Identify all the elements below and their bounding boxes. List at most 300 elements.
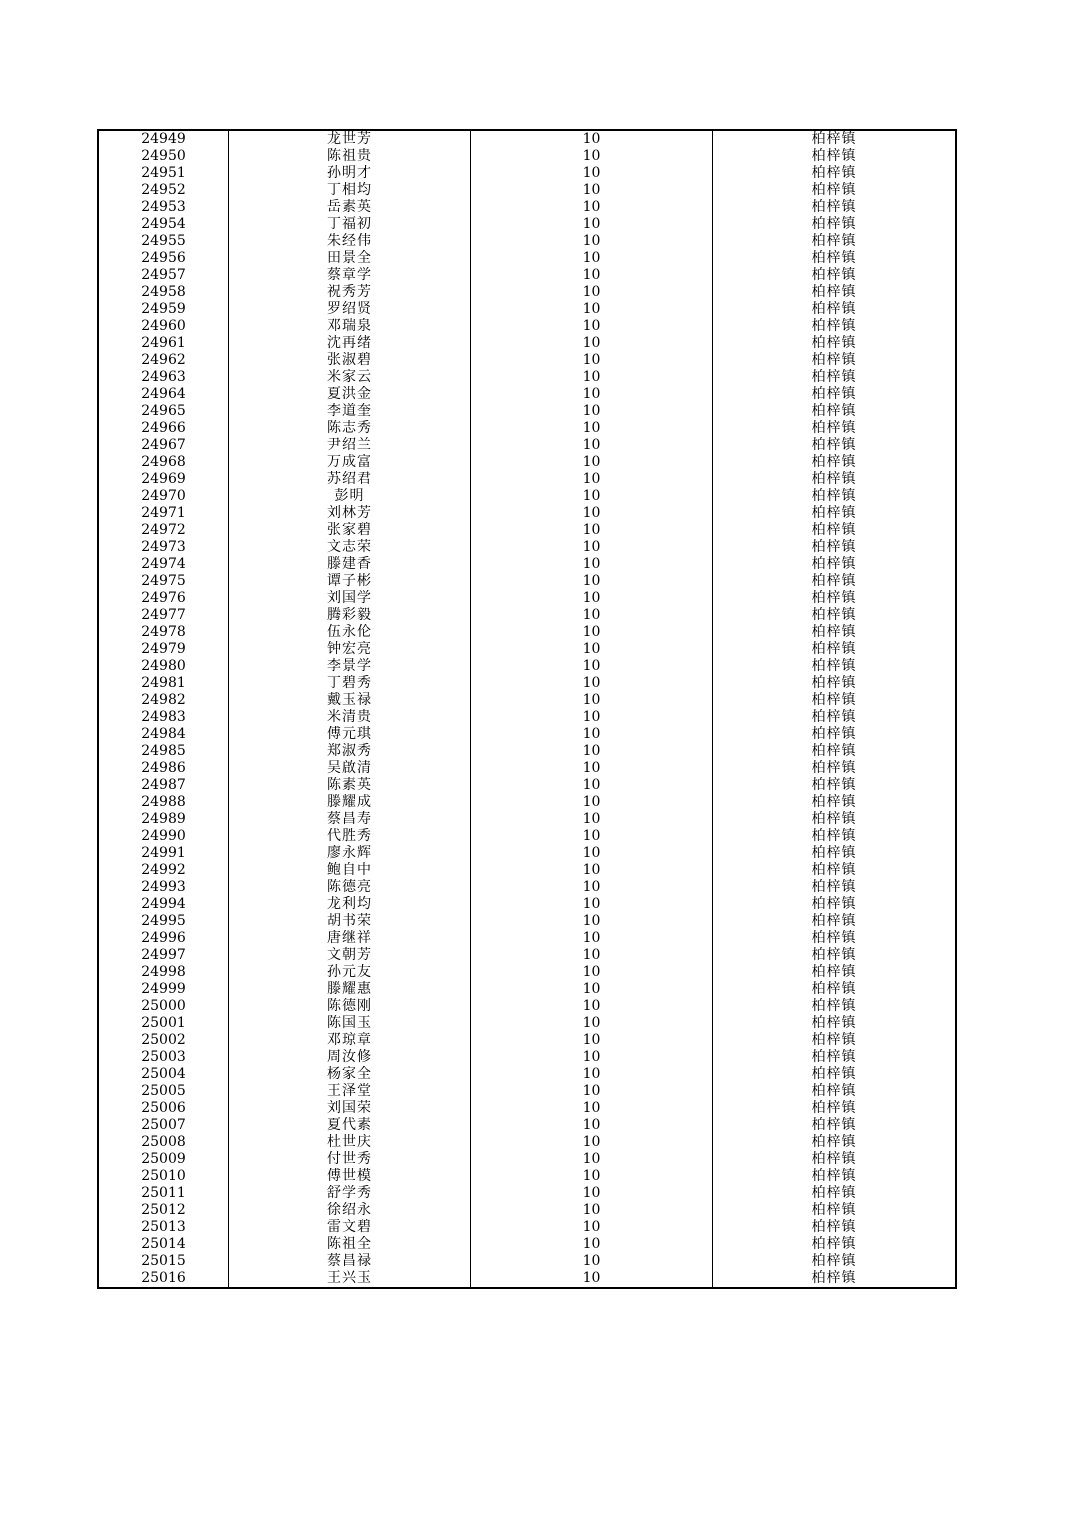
town-cell: 柏梓镇 bbox=[713, 964, 957, 981]
record-id-cell: 24949 bbox=[98, 130, 229, 148]
record-id-cell: 25006 bbox=[98, 1100, 229, 1117]
amount-cell: 10 bbox=[471, 1066, 713, 1083]
name-cell: 郑淑秀 bbox=[229, 743, 471, 760]
town-cell: 柏梓镇 bbox=[713, 352, 957, 369]
town-cell: 柏梓镇 bbox=[713, 896, 957, 913]
table-row bbox=[98, 301, 956, 318]
record-id-cell: 24968 bbox=[98, 454, 229, 471]
name-cell: 李道奎 bbox=[229, 403, 471, 420]
table-row bbox=[98, 590, 956, 607]
name-cell: 丁相均 bbox=[229, 182, 471, 199]
amount-cell: 10 bbox=[471, 573, 713, 590]
name-cell: 戴玉禄 bbox=[229, 692, 471, 709]
name-cell: 张家碧 bbox=[229, 522, 471, 539]
record-id-cell: 24967 bbox=[98, 437, 229, 454]
table-row bbox=[98, 828, 956, 845]
name-cell: 王兴玉 bbox=[229, 1270, 471, 1288]
record-id-cell: 24996 bbox=[98, 930, 229, 947]
record-id-cell: 24975 bbox=[98, 573, 229, 590]
table-row bbox=[98, 556, 956, 573]
record-id-cell: 24997 bbox=[98, 947, 229, 964]
amount-cell: 10 bbox=[471, 998, 713, 1015]
name-cell: 邓琼章 bbox=[229, 1032, 471, 1049]
town-cell: 柏梓镇 bbox=[713, 522, 957, 539]
town-cell: 柏梓镇 bbox=[713, 879, 957, 896]
amount-cell: 10 bbox=[471, 539, 713, 556]
amount-cell: 10 bbox=[471, 403, 713, 420]
town-cell: 柏梓镇 bbox=[713, 182, 957, 199]
name-cell: 滕耀成 bbox=[229, 794, 471, 811]
record-id-cell: 24986 bbox=[98, 760, 229, 777]
table-row bbox=[98, 471, 956, 488]
town-cell: 柏梓镇 bbox=[713, 913, 957, 930]
table-row bbox=[98, 1151, 956, 1168]
name-cell: 腾彩毅 bbox=[229, 607, 471, 624]
record-id-cell: 24994 bbox=[98, 896, 229, 913]
name-cell: 唐继祥 bbox=[229, 930, 471, 947]
record-id-cell: 25013 bbox=[98, 1219, 229, 1236]
record-id-cell: 25010 bbox=[98, 1168, 229, 1185]
table-row bbox=[98, 403, 956, 420]
record-id-cell: 24982 bbox=[98, 692, 229, 709]
record-id-cell: 25001 bbox=[98, 1015, 229, 1032]
town-cell: 柏梓镇 bbox=[713, 1049, 957, 1066]
table-row bbox=[98, 913, 956, 930]
amount-cell: 10 bbox=[471, 216, 713, 233]
town-cell: 柏梓镇 bbox=[713, 335, 957, 352]
name-cell: 彭明 bbox=[229, 488, 471, 505]
name-cell: 陈德刚 bbox=[229, 998, 471, 1015]
amount-cell: 10 bbox=[471, 692, 713, 709]
record-id-cell: 24961 bbox=[98, 335, 229, 352]
town-cell: 柏梓镇 bbox=[713, 488, 957, 505]
name-cell: 刘国学 bbox=[229, 590, 471, 607]
name-cell: 滕建香 bbox=[229, 556, 471, 573]
table-row bbox=[98, 658, 956, 675]
name-cell: 周汝修 bbox=[229, 1049, 471, 1066]
amount-cell: 10 bbox=[471, 233, 713, 250]
town-cell: 柏梓镇 bbox=[713, 250, 957, 267]
record-id-cell: 24973 bbox=[98, 539, 229, 556]
amount-cell: 10 bbox=[471, 1151, 713, 1168]
town-cell: 柏梓镇 bbox=[713, 318, 957, 335]
table-row bbox=[98, 148, 956, 165]
name-cell: 舒学秀 bbox=[229, 1185, 471, 1202]
amount-cell: 10 bbox=[471, 352, 713, 369]
name-cell: 尹绍兰 bbox=[229, 437, 471, 454]
town-cell: 柏梓镇 bbox=[713, 641, 957, 658]
table-row bbox=[98, 352, 956, 369]
amount-cell: 10 bbox=[471, 130, 713, 148]
amount-cell: 10 bbox=[471, 386, 713, 403]
amount-cell: 10 bbox=[471, 862, 713, 879]
table-row bbox=[98, 250, 956, 267]
name-cell: 苏绍君 bbox=[229, 471, 471, 488]
record-id-cell: 24950 bbox=[98, 148, 229, 165]
record-id-cell: 24992 bbox=[98, 862, 229, 879]
table-row bbox=[98, 811, 956, 828]
record-id-cell: 24960 bbox=[98, 318, 229, 335]
table-row bbox=[98, 1270, 956, 1288]
table-row bbox=[98, 182, 956, 199]
record-id-cell: 24989 bbox=[98, 811, 229, 828]
town-cell: 柏梓镇 bbox=[713, 1117, 957, 1134]
amount-cell: 10 bbox=[471, 148, 713, 165]
name-cell: 万成富 bbox=[229, 454, 471, 471]
table-row bbox=[98, 130, 956, 148]
table-row bbox=[98, 454, 956, 471]
name-cell: 米家云 bbox=[229, 369, 471, 386]
record-id-cell: 24987 bbox=[98, 777, 229, 794]
record-id-cell: 24998 bbox=[98, 964, 229, 981]
amount-cell: 10 bbox=[471, 182, 713, 199]
name-cell: 祝秀芳 bbox=[229, 284, 471, 301]
town-cell: 柏梓镇 bbox=[713, 1270, 957, 1288]
table-row bbox=[98, 862, 956, 879]
record-id-cell: 24979 bbox=[98, 641, 229, 658]
table-row bbox=[98, 998, 956, 1015]
town-cell: 柏梓镇 bbox=[713, 777, 957, 794]
amount-cell: 10 bbox=[471, 879, 713, 896]
table-row bbox=[98, 420, 956, 437]
amount-cell: 10 bbox=[471, 981, 713, 998]
table-row bbox=[98, 709, 956, 726]
table-row bbox=[98, 964, 956, 981]
town-cell: 柏梓镇 bbox=[713, 556, 957, 573]
table-row bbox=[98, 573, 956, 590]
name-cell: 吴啟清 bbox=[229, 760, 471, 777]
town-cell: 柏梓镇 bbox=[713, 284, 957, 301]
record-id-cell: 24981 bbox=[98, 675, 229, 692]
amount-cell: 10 bbox=[471, 1100, 713, 1117]
amount-cell: 10 bbox=[471, 488, 713, 505]
name-cell: 徐绍永 bbox=[229, 1202, 471, 1219]
amount-cell: 10 bbox=[471, 607, 713, 624]
table-row bbox=[98, 743, 956, 760]
name-cell: 米清贵 bbox=[229, 709, 471, 726]
record-id-cell: 24959 bbox=[98, 301, 229, 318]
record-id-cell: 25002 bbox=[98, 1032, 229, 1049]
name-cell: 雷文碧 bbox=[229, 1219, 471, 1236]
town-cell: 柏梓镇 bbox=[713, 199, 957, 216]
amount-cell: 10 bbox=[471, 760, 713, 777]
record-id-cell: 24957 bbox=[98, 267, 229, 284]
town-cell: 柏梓镇 bbox=[713, 403, 957, 420]
record-id-cell: 24999 bbox=[98, 981, 229, 998]
amount-cell: 10 bbox=[471, 947, 713, 964]
amount-cell: 10 bbox=[471, 522, 713, 539]
name-cell: 杜世庆 bbox=[229, 1134, 471, 1151]
town-cell: 柏梓镇 bbox=[713, 1066, 957, 1083]
town-cell: 柏梓镇 bbox=[713, 845, 957, 862]
table-row bbox=[98, 318, 956, 335]
town-cell: 柏梓镇 bbox=[713, 573, 957, 590]
table-row bbox=[98, 624, 956, 641]
record-id-cell: 24988 bbox=[98, 794, 229, 811]
name-cell: 胡书荣 bbox=[229, 913, 471, 930]
town-cell: 柏梓镇 bbox=[713, 726, 957, 743]
amount-cell: 10 bbox=[471, 828, 713, 845]
town-cell: 柏梓镇 bbox=[713, 1151, 957, 1168]
amount-cell: 10 bbox=[471, 964, 713, 981]
name-cell: 文志荣 bbox=[229, 539, 471, 556]
town-cell: 柏梓镇 bbox=[713, 539, 957, 556]
town-cell: 柏梓镇 bbox=[713, 148, 957, 165]
amount-cell: 10 bbox=[471, 1015, 713, 1032]
amount-cell: 10 bbox=[471, 1134, 713, 1151]
town-cell: 柏梓镇 bbox=[713, 267, 957, 284]
town-cell: 柏梓镇 bbox=[713, 1134, 957, 1151]
record-id-cell: 24991 bbox=[98, 845, 229, 862]
table-row bbox=[98, 930, 956, 947]
record-id-cell: 24951 bbox=[98, 165, 229, 182]
town-cell: 柏梓镇 bbox=[713, 437, 957, 454]
town-cell: 柏梓镇 bbox=[713, 658, 957, 675]
amount-cell: 10 bbox=[471, 369, 713, 386]
amount-cell: 10 bbox=[471, 811, 713, 828]
amount-cell: 10 bbox=[471, 505, 713, 522]
name-cell: 丁福初 bbox=[229, 216, 471, 233]
town-cell: 柏梓镇 bbox=[713, 1100, 957, 1117]
record-id-cell: 24965 bbox=[98, 403, 229, 420]
amount-cell: 10 bbox=[471, 709, 713, 726]
town-cell: 柏梓镇 bbox=[713, 1185, 957, 1202]
town-cell: 柏梓镇 bbox=[713, 828, 957, 845]
amount-cell: 10 bbox=[471, 1083, 713, 1100]
record-id-cell: 24963 bbox=[98, 369, 229, 386]
amount-cell: 10 bbox=[471, 1117, 713, 1134]
table-row bbox=[98, 1185, 956, 1202]
amount-cell: 10 bbox=[471, 590, 713, 607]
name-cell: 陈国玉 bbox=[229, 1015, 471, 1032]
amount-cell: 10 bbox=[471, 301, 713, 318]
record-id-cell: 24952 bbox=[98, 182, 229, 199]
town-cell: 柏梓镇 bbox=[713, 1083, 957, 1100]
amount-cell: 10 bbox=[471, 658, 713, 675]
table-row bbox=[98, 726, 956, 743]
town-cell: 柏梓镇 bbox=[713, 930, 957, 947]
record-id-cell: 25000 bbox=[98, 998, 229, 1015]
table-row bbox=[98, 505, 956, 522]
name-cell: 蔡昌寿 bbox=[229, 811, 471, 828]
record-id-cell: 24980 bbox=[98, 658, 229, 675]
name-cell: 龙利均 bbox=[229, 896, 471, 913]
town-cell: 柏梓镇 bbox=[713, 675, 957, 692]
table-row bbox=[98, 522, 956, 539]
table-row bbox=[98, 1236, 956, 1253]
amount-cell: 10 bbox=[471, 896, 713, 913]
amount-cell: 10 bbox=[471, 250, 713, 267]
name-cell: 文朝芳 bbox=[229, 947, 471, 964]
name-cell: 代胜秀 bbox=[229, 828, 471, 845]
roster-table-body bbox=[98, 130, 956, 1288]
town-cell: 柏梓镇 bbox=[713, 760, 957, 777]
record-id-cell: 25005 bbox=[98, 1083, 229, 1100]
amount-cell: 10 bbox=[471, 420, 713, 437]
record-id-cell: 24971 bbox=[98, 505, 229, 522]
town-cell: 柏梓镇 bbox=[713, 301, 957, 318]
record-id-cell: 25015 bbox=[98, 1253, 229, 1270]
record-id-cell: 24977 bbox=[98, 607, 229, 624]
town-cell: 柏梓镇 bbox=[713, 607, 957, 624]
name-cell: 孙元友 bbox=[229, 964, 471, 981]
table-row bbox=[98, 437, 956, 454]
town-cell: 柏梓镇 bbox=[713, 1202, 957, 1219]
record-id-cell: 25003 bbox=[98, 1049, 229, 1066]
amount-cell: 10 bbox=[471, 284, 713, 301]
name-cell: 岳素英 bbox=[229, 199, 471, 216]
amount-cell: 10 bbox=[471, 1168, 713, 1185]
table-row bbox=[98, 1202, 956, 1219]
record-id-cell: 24985 bbox=[98, 743, 229, 760]
table-row bbox=[98, 641, 956, 658]
name-cell: 钟宏亮 bbox=[229, 641, 471, 658]
table-row bbox=[98, 1117, 956, 1134]
table-row bbox=[98, 199, 956, 216]
amount-cell: 10 bbox=[471, 1185, 713, 1202]
name-cell: 杨家全 bbox=[229, 1066, 471, 1083]
amount-cell: 10 bbox=[471, 437, 713, 454]
town-cell: 柏梓镇 bbox=[713, 420, 957, 437]
table-row bbox=[98, 1032, 956, 1049]
roster-table bbox=[97, 129, 957, 1289]
amount-cell: 10 bbox=[471, 726, 713, 743]
amount-cell: 10 bbox=[471, 1236, 713, 1253]
name-cell: 刘林芳 bbox=[229, 505, 471, 522]
name-cell: 李景学 bbox=[229, 658, 471, 675]
town-cell: 柏梓镇 bbox=[713, 794, 957, 811]
table-row bbox=[98, 981, 956, 998]
town-cell: 柏梓镇 bbox=[713, 1236, 957, 1253]
name-cell: 田景全 bbox=[229, 250, 471, 267]
town-cell: 柏梓镇 bbox=[713, 743, 957, 760]
amount-cell: 10 bbox=[471, 913, 713, 930]
record-id-cell: 24953 bbox=[98, 199, 229, 216]
amount-cell: 10 bbox=[471, 471, 713, 488]
table-row bbox=[98, 386, 956, 403]
table-row bbox=[98, 896, 956, 913]
amount-cell: 10 bbox=[471, 267, 713, 284]
table-row bbox=[98, 165, 956, 182]
name-cell: 谭子彬 bbox=[229, 573, 471, 590]
town-cell: 柏梓镇 bbox=[713, 981, 957, 998]
name-cell: 傅世模 bbox=[229, 1168, 471, 1185]
name-cell: 刘国荣 bbox=[229, 1100, 471, 1117]
name-cell: 朱经伟 bbox=[229, 233, 471, 250]
record-id-cell: 24976 bbox=[98, 590, 229, 607]
name-cell: 陈祖全 bbox=[229, 1236, 471, 1253]
record-id-cell: 24978 bbox=[98, 624, 229, 641]
town-cell: 柏梓镇 bbox=[713, 130, 957, 148]
amount-cell: 10 bbox=[471, 1219, 713, 1236]
town-cell: 柏梓镇 bbox=[713, 471, 957, 488]
table-row bbox=[98, 607, 956, 624]
record-id-cell: 24958 bbox=[98, 284, 229, 301]
town-cell: 柏梓镇 bbox=[713, 624, 957, 641]
name-cell: 陈德亮 bbox=[229, 879, 471, 896]
table-row bbox=[98, 879, 956, 896]
table-row bbox=[98, 233, 956, 250]
town-cell: 柏梓镇 bbox=[713, 1015, 957, 1032]
name-cell: 廖永辉 bbox=[229, 845, 471, 862]
amount-cell: 10 bbox=[471, 318, 713, 335]
table-row bbox=[98, 1168, 956, 1185]
record-id-cell: 24983 bbox=[98, 709, 229, 726]
table-row bbox=[98, 1083, 956, 1100]
name-cell: 邓瑞泉 bbox=[229, 318, 471, 335]
town-cell: 柏梓镇 bbox=[713, 505, 957, 522]
table-row bbox=[98, 777, 956, 794]
town-cell: 柏梓镇 bbox=[713, 369, 957, 386]
name-cell: 沈再绪 bbox=[229, 335, 471, 352]
table-row bbox=[98, 947, 956, 964]
name-cell: 罗绍贤 bbox=[229, 301, 471, 318]
amount-cell: 10 bbox=[471, 335, 713, 352]
record-id-cell: 24995 bbox=[98, 913, 229, 930]
town-cell: 柏梓镇 bbox=[713, 709, 957, 726]
table-row bbox=[98, 335, 956, 352]
name-cell: 王泽堂 bbox=[229, 1083, 471, 1100]
town-cell: 柏梓镇 bbox=[713, 165, 957, 182]
town-cell: 柏梓镇 bbox=[713, 998, 957, 1015]
record-id-cell: 24955 bbox=[98, 233, 229, 250]
record-id-cell: 24964 bbox=[98, 386, 229, 403]
name-cell: 鲍自中 bbox=[229, 862, 471, 879]
name-cell: 陈志秀 bbox=[229, 420, 471, 437]
amount-cell: 10 bbox=[471, 930, 713, 947]
town-cell: 柏梓镇 bbox=[713, 454, 957, 471]
record-id-cell: 25007 bbox=[98, 1117, 229, 1134]
table-row bbox=[98, 216, 956, 233]
record-id-cell: 24954 bbox=[98, 216, 229, 233]
name-cell: 伍永伦 bbox=[229, 624, 471, 641]
record-id-cell: 24962 bbox=[98, 352, 229, 369]
table-row bbox=[98, 675, 956, 692]
table-row bbox=[98, 1049, 956, 1066]
table-row bbox=[98, 488, 956, 505]
amount-cell: 10 bbox=[471, 743, 713, 760]
amount-cell: 10 bbox=[471, 675, 713, 692]
table-row bbox=[98, 1253, 956, 1270]
record-id-cell: 24969 bbox=[98, 471, 229, 488]
table-row bbox=[98, 369, 956, 386]
name-cell: 蔡章学 bbox=[229, 267, 471, 284]
record-id-cell: 24993 bbox=[98, 879, 229, 896]
record-id-cell: 24972 bbox=[98, 522, 229, 539]
amount-cell: 10 bbox=[471, 1253, 713, 1270]
amount-cell: 10 bbox=[471, 199, 713, 216]
town-cell: 柏梓镇 bbox=[713, 1253, 957, 1270]
town-cell: 柏梓镇 bbox=[713, 862, 957, 879]
table-row bbox=[98, 1219, 956, 1236]
name-cell: 夏代素 bbox=[229, 1117, 471, 1134]
name-cell: 张淑碧 bbox=[229, 352, 471, 369]
town-cell: 柏梓镇 bbox=[713, 233, 957, 250]
record-id-cell: 25008 bbox=[98, 1134, 229, 1151]
town-cell: 柏梓镇 bbox=[713, 1168, 957, 1185]
amount-cell: 10 bbox=[471, 845, 713, 862]
record-id-cell: 24956 bbox=[98, 250, 229, 267]
town-cell: 柏梓镇 bbox=[713, 947, 957, 964]
name-cell: 付世秀 bbox=[229, 1151, 471, 1168]
record-id-cell: 24990 bbox=[98, 828, 229, 845]
name-cell: 陈素英 bbox=[229, 777, 471, 794]
name-cell: 龙世芳 bbox=[229, 130, 471, 148]
record-id-cell: 25014 bbox=[98, 1236, 229, 1253]
name-cell: 孙明才 bbox=[229, 165, 471, 182]
name-cell: 蔡昌禄 bbox=[229, 1253, 471, 1270]
town-cell: 柏梓镇 bbox=[713, 216, 957, 233]
